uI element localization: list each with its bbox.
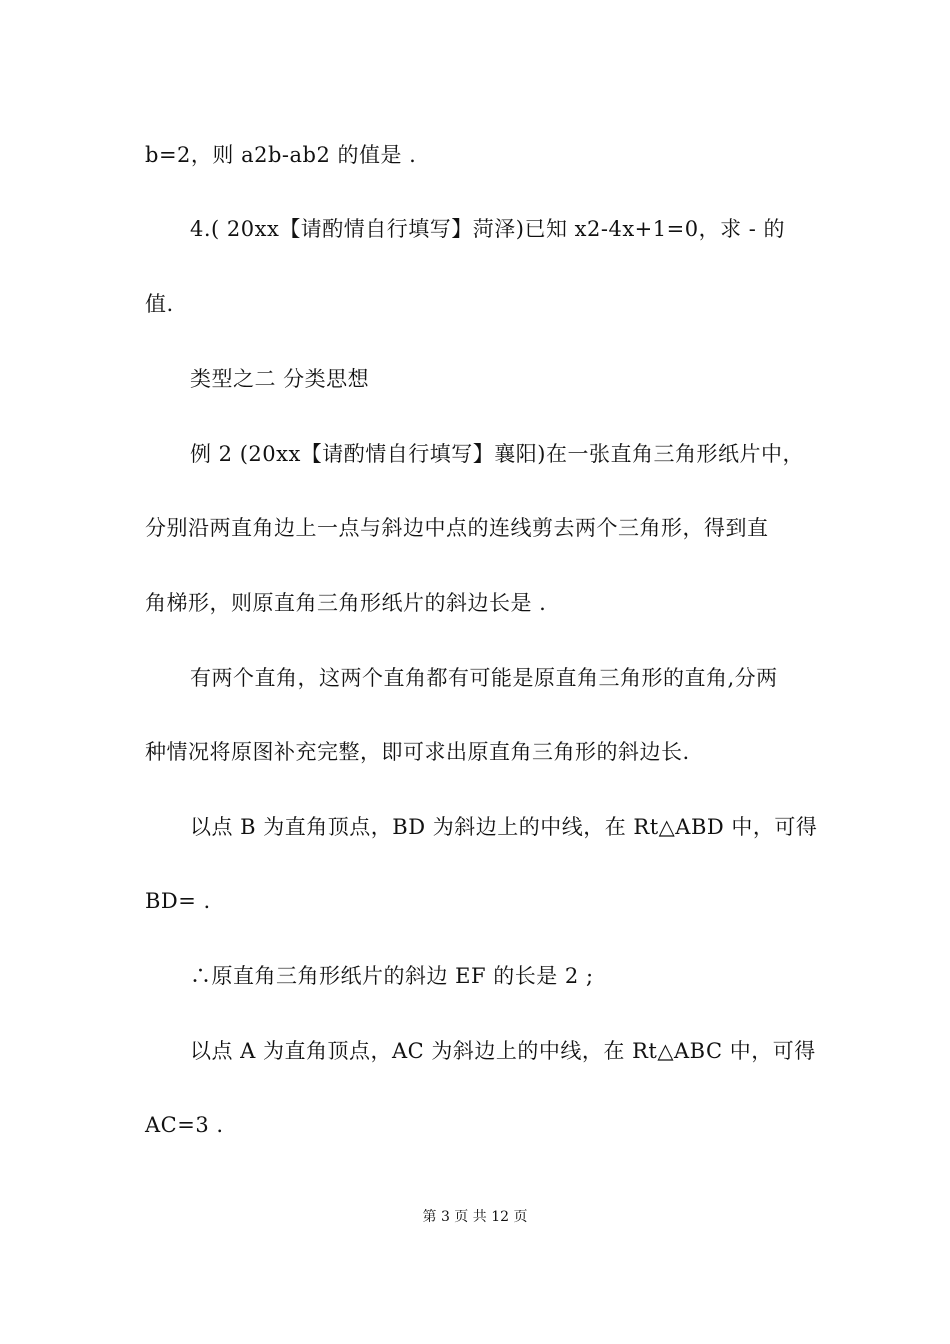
text-line-10: 以点 B 为直角顶点，BD 为斜边上的中线，在 Rt△ABD 中，可得: [190, 815, 818, 839]
text-line-8: 有两个直角，这两个直角都有可能是原直角三角形的直角,分两: [190, 666, 778, 690]
text-line-12: ∴原直角三角形纸片的斜边 EF 的长是 2 ;: [190, 964, 594, 988]
text-line-7: 角梯形，则原直角三角形纸片的斜边长是 .: [145, 591, 547, 615]
section-heading: 类型之二 分类思想: [190, 367, 370, 391]
text-line-6: 分别沿两直角边上一点与斜边中点的连线剪去两个三角形，得到直: [145, 516, 769, 540]
text-line-5: 例 2 (20xx【请酌情自行填写】襄阳)在一张直角三角形纸片中，: [190, 442, 805, 466]
page-number-footer: 第 3 页 共 12 页: [422, 1209, 528, 1225]
text-line-9: 种情况将原图补充完整，即可求出原直角三角形的斜边长.: [145, 740, 690, 764]
text-line-13: 以点 A 为直角顶点，AC 为斜边上的中线，在 Rt△ABC 中，可得: [190, 1039, 816, 1063]
text-line-11: BD= .: [145, 889, 211, 913]
text-line-3: 值.: [145, 292, 174, 316]
text-line-2: 4.( 20xx【请酌情自行填写】菏泽)已知 x2-4x+1=0，求 - 的: [190, 217, 786, 241]
text-line-14: AC=3 .: [145, 1113, 224, 1137]
text-line-1: b=2，则 a2b-ab2 的值是 .: [145, 143, 417, 167]
